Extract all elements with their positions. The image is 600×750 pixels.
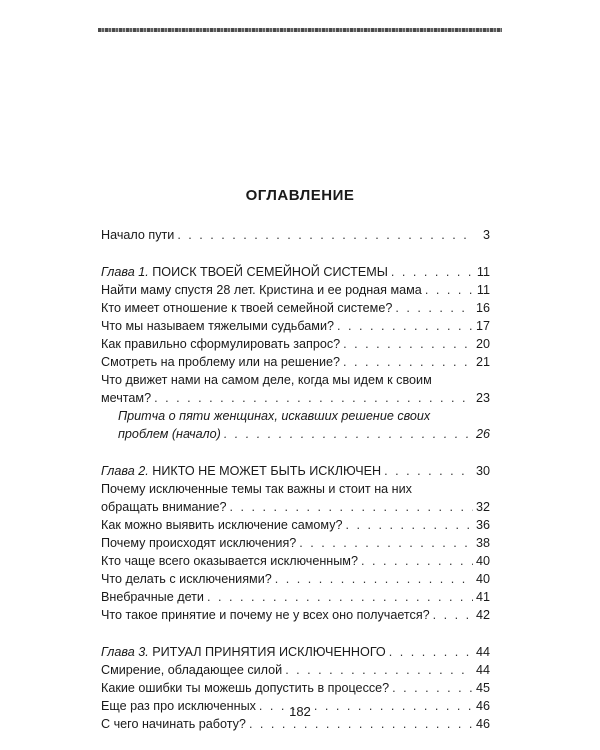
- leader-dots: [207, 588, 473, 606]
- toc-entry[interactable]: [101, 299, 490, 317]
- toc-entry-page: 44: [475, 663, 490, 677]
- toc-entry-page: 46: [475, 717, 490, 731]
- toc-entry-line2[interactable]: [101, 498, 490, 516]
- toc-entry-text: Что мы называем тяжелыми судьбами?: [101, 319, 334, 333]
- toc-entry[interactable]: [101, 516, 490, 534]
- chapter-heading-1[interactable]: [101, 263, 490, 281]
- toc-entry-text: Смирение, обладающее силой: [101, 663, 283, 677]
- toc-entry-text: Смотреть на проблему или на решение?: [101, 355, 341, 369]
- toc-entry-page: 46: [475, 699, 490, 713]
- toc-entry-page: 3: [482, 228, 490, 242]
- leader-dots: [275, 570, 473, 588]
- toc-entry-page: 32: [475, 500, 490, 514]
- toc-entry-text: Как правильно сформулировать запрос?: [101, 337, 341, 351]
- leader-dots: [425, 281, 473, 299]
- leader-dots: [343, 335, 473, 353]
- toc-entry[interactable]: [101, 281, 490, 299]
- leader-dots: [285, 661, 473, 679]
- chapter-title: ПОИСК ТВОЕЙ СЕМЕЙНОЙ СИСТЕМЫ: [152, 265, 388, 279]
- toc-entry[interactable]: [101, 335, 490, 353]
- toc-entry[interactable]: [101, 317, 490, 335]
- page-title: ОГЛАВЛЕНИЕ: [245, 187, 355, 204]
- toc-entry[interactable]: [101, 606, 490, 624]
- leader-dots: [361, 552, 473, 570]
- toc-entry-text: Что такое принятие и почему не у всех оно получается?: [101, 608, 430, 622]
- toc-entry-page: 11: [476, 265, 490, 279]
- leader-dots: [343, 353, 473, 371]
- toc-entry-text: Еще раз про исключенных: [101, 699, 256, 713]
- toc-entry-page: 11: [476, 283, 490, 297]
- leader-dots: [395, 299, 473, 317]
- chapter-heading-2[interactable]: [101, 462, 490, 480]
- toc-entry-page: 17: [475, 319, 490, 333]
- leader-dots: [384, 462, 473, 480]
- toc-entry-text: проблем (начало): [118, 427, 221, 441]
- top-scan-rule: [98, 28, 502, 32]
- toc-entry-text: Почему исключенные темы так важны и стоит на них: [101, 482, 412, 496]
- parable-entry-line2[interactable]: [101, 425, 490, 443]
- leader-dots: [433, 606, 473, 624]
- toc-entry-page: 44: [475, 645, 490, 659]
- leader-dots: [392, 679, 473, 697]
- leader-dots: [154, 389, 473, 407]
- toc-entry-text: Как можно выявить исключение самому?: [101, 518, 343, 532]
- leader-dots: [391, 263, 473, 281]
- toc-entry-text: Почему происходят исключения?: [101, 536, 297, 550]
- toc-entry-line1[interactable]: [101, 480, 490, 498]
- toc-entry-page: 38: [475, 536, 490, 550]
- leader-dots: [389, 643, 473, 661]
- toc-entry-page: 36: [475, 518, 490, 532]
- chapter-label: Глава 2.: [101, 464, 149, 478]
- toc-entry-text: Какие ошибки ты можешь допустить в процессе?: [101, 681, 390, 695]
- toc-entry-page: 21: [475, 355, 490, 369]
- toc-entry-text: Кто имеет отношение к твоей семейной системе?: [101, 301, 393, 315]
- toc-entry[interactable]: [101, 679, 490, 697]
- toc-entry-page: 41: [475, 590, 490, 604]
- toc-entry-page: 26: [475, 427, 490, 441]
- toc-entry-intro[interactable]: [101, 226, 490, 244]
- toc-entry-text: С чего начинать работу?: [101, 717, 246, 731]
- table-of-contents: [101, 226, 490, 733]
- toc-entry[interactable]: [101, 570, 490, 588]
- toc-entry-text: мечтам?: [101, 391, 152, 405]
- toc-entry[interactable]: [101, 534, 490, 552]
- toc-entry-page: 20: [475, 337, 490, 351]
- parable-entry-line1[interactable]: [101, 407, 490, 425]
- chapter-heading-3[interactable]: [101, 643, 490, 661]
- leader-dots: [224, 425, 473, 443]
- toc-entry[interactable]: [101, 353, 490, 371]
- toc-entry-text: Внебрачные дети: [101, 590, 204, 604]
- toc-entry[interactable]: [101, 552, 490, 570]
- chapter-label: Глава 3.: [101, 645, 149, 659]
- toc-entry-page: 16: [475, 301, 490, 315]
- toc-entry-page: 45: [475, 681, 490, 695]
- toc-entry[interactable]: [101, 588, 490, 606]
- leader-dots: [177, 226, 473, 244]
- leader-dots: [299, 534, 473, 552]
- chapter-title: НИКТО НЕ МОЖЕТ БЫТЬ ИСКЛЮЧЕН: [152, 464, 382, 478]
- toc-entry[interactable]: [101, 661, 490, 679]
- page-number: 182: [289, 704, 311, 719]
- toc-entry-text: Кто чаще всего оказывается исключенным?: [101, 554, 358, 568]
- leader-dots: [346, 516, 473, 534]
- toc-entry-text: Что делать с исключениями?: [101, 572, 272, 586]
- toc-entry-text: Начало пути: [101, 228, 175, 242]
- toc-entry-text: Найти маму спустя 28 лет. Кристина и ее родная мама: [101, 283, 422, 297]
- toc-entry-page: 42: [475, 608, 490, 622]
- leader-dots: [337, 317, 473, 335]
- toc-entry-page: 30: [475, 464, 490, 478]
- chapter-label: Глава 1.: [101, 265, 149, 279]
- toc-entry-text: Что движет нами на самом деле, когда мы идем к своим: [101, 373, 432, 387]
- toc-entry-page: 23: [475, 391, 490, 405]
- toc-entry-line1[interactable]: [101, 371, 490, 389]
- toc-entry-text: обращать внимание?: [101, 500, 227, 514]
- toc-entry-text: Притча о пяти женщинах, искавших решение своих: [118, 409, 431, 423]
- chapter-title: РИТУАЛ ПРИНЯТИЯ ИСКЛЮЧЕННОГО: [152, 645, 386, 659]
- toc-entry-page: 40: [475, 572, 490, 586]
- leader-dots: [229, 498, 473, 516]
- toc-entry-line2[interactable]: [101, 389, 490, 407]
- toc-entry-page: 40: [475, 554, 490, 568]
